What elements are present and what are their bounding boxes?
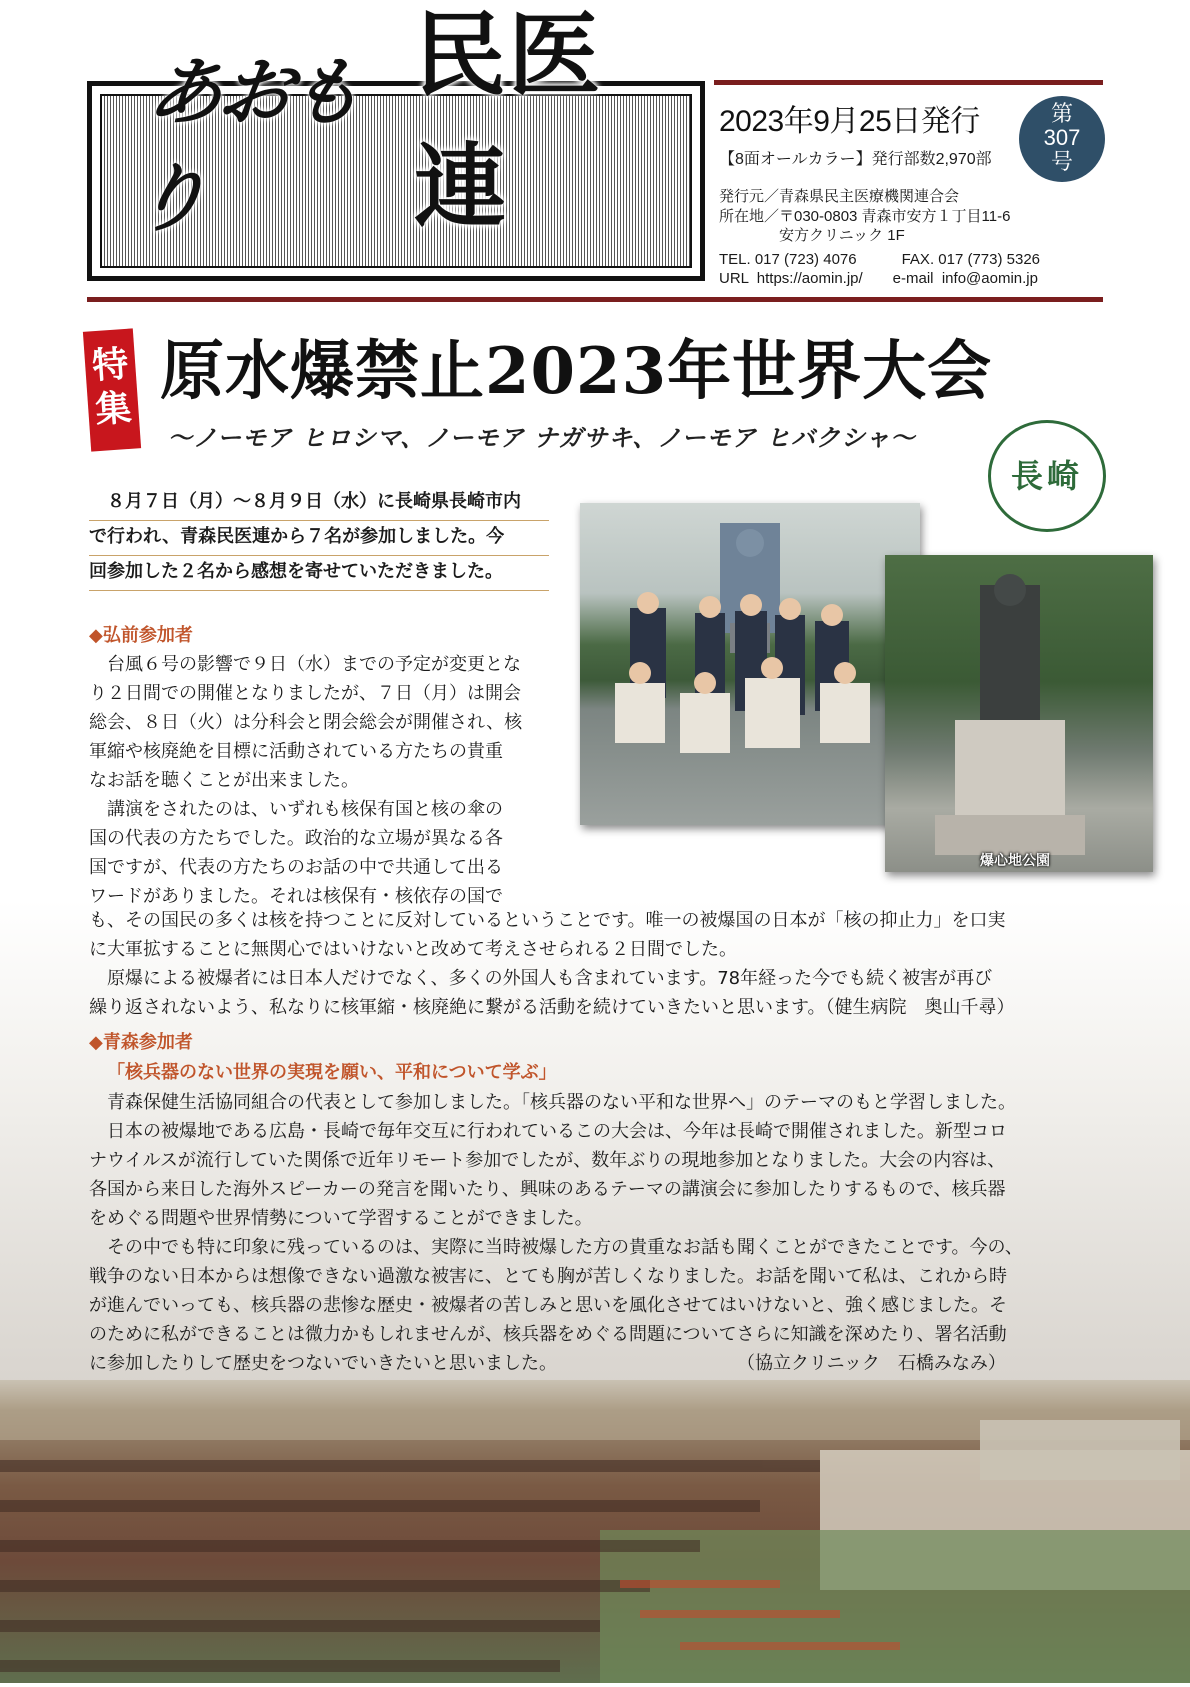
lead-line: で行われ、青森民医連から７名が参加しました。今 [89, 521, 549, 556]
paragraph-line: 原爆による被爆者には日本人だけでなく、多くの外国人も含まれています。78年経った今でも続く被害が再び [89, 968, 993, 989]
print-info: 【8面オールカラー】発行部数2,970部 [719, 151, 992, 168]
lead-paragraph [89, 486, 549, 591]
paragraph-line: も、その国民の多くは核を持つことに反対しているということです。唯一の被爆国の日本が「核の抑止力」を口実 [89, 910, 1006, 931]
group-photo [580, 503, 920, 825]
phone-fax-line: TEL. 017 (723) 4076 FAX. 017 (773) 5326 [719, 251, 1041, 268]
issue-number: 307 [1043, 125, 1081, 150]
paragraph-line: 繰り返されないよう、私なりに核軍縮・核廃絶に繋がる活動を続けていきたいと思います。（健生病院 奥山千尋） [89, 997, 1015, 1018]
paragraph-line: 国の代表の方たちでした。政治的な立場が異なる各 [89, 828, 503, 849]
issue-prefix: 第 [1050, 101, 1073, 126]
section-heading: ◆弘前参加者 [89, 625, 193, 646]
publisher-line: 発行元／青森県民主医療機関連合会 [719, 188, 960, 205]
paragraph-line: なお話を聴くことが出来ました。 [89, 770, 359, 791]
paragraph-line: に参加したりして歴史をつないでいきたいと思いました。 （協立クリニック 石橋みなみ） [89, 1353, 1006, 1374]
statue-photo-illustration [885, 555, 1153, 872]
paragraph-line: ワードがありました。それは核保有・核依存の国で [89, 886, 503, 907]
paragraph-line: ナウイルスが流行していた関係で近年リモート参加でしたが、数年ぶりの現地参加となりました。大会の内容は、 [89, 1150, 1006, 1171]
paragraph-line: り２日間での開催となりましたが、７日（月）は開会 [89, 683, 521, 704]
statue-photo-caption: 爆心地公園 [980, 853, 1050, 869]
paragraph-line: その中でも特に印象に残っているのは、実際に当時被爆した方の貴重なお話も聞くことができたことです。今の、 [89, 1237, 1023, 1258]
paragraph-line: のために私ができることは微力かもしれませんが、核兵器をめぐる問題についてさらに知識を深めたり、署名活動 [89, 1324, 1007, 1345]
paragraph-line: をめぐる問題や世界情勢について学習することができました。 [89, 1208, 593, 1229]
paragraph-line: 日本の被爆地である広島・長崎で毎年交互に行われているこの大会は、今年は長崎で開催されました。新型コロ [89, 1121, 1007, 1142]
paragraph-line: 各国から来日した海外スピーカーの発言を聞いたり、興味のあるテーマの講演会に参加したりするもので、核兵器 [89, 1179, 1006, 1200]
section-subtitle: 「核兵器のない世界の実現を願い、平和について学ぶ」 [107, 1062, 557, 1083]
issue-suffix: 号 [1050, 149, 1073, 174]
feature-headline: 原水爆禁止2023年世界大会 [160, 334, 993, 409]
lead-line: 回参加した２名から感想を寄せていただきました。 [89, 556, 549, 591]
conference-hall-illustration [0, 1380, 1190, 1683]
paragraph-line: に大軍拡することに無関心ではいけないと改めて考えさせられる２日間でした。 [89, 939, 737, 960]
lead-line: ８月７日（月）〜８月９日（水）に長崎県長崎市内 [89, 486, 549, 521]
masthead-logo-box [87, 1, 705, 281]
conference-hall-photo [0, 1380, 1190, 1683]
place-badge: 長崎 [988, 420, 1106, 532]
paragraph-line: 国ですが、代表の方たちのお話の中で共通して出る [89, 857, 503, 878]
address-line-2: 安方クリニック 1F [719, 227, 905, 244]
header-rule-bottom [87, 297, 1103, 302]
masthead-pattern [100, 1, 692, 268]
statue-photo [885, 555, 1153, 872]
section-aomori [89, 1032, 1023, 1378]
issue-date: 2023年9月25日発行 [719, 105, 980, 138]
group-photo-illustration [580, 503, 920, 825]
section-heading: ◆青森参加者 [89, 1032, 193, 1053]
paragraph-line: 青森保健生活協同組合の代表として参加しました。「核兵器のない平和な世界へ」のテーマのもと学習しました。 [89, 1092, 1016, 1113]
paragraph-line: 台風６号の影響で９日（水）までの予定が変更とな [89, 654, 521, 675]
address-line: 所在地／〒030-0803 青森市安方１丁目11-6 [719, 208, 1011, 225]
section-hirosaki [89, 625, 523, 911]
url-email-line: URL https://aomin.jp/ e-mail info@aomin.jp [719, 270, 1038, 287]
paragraph-line: 軍縮や核廃絶を目標に活動されている方たちの貴重 [89, 741, 503, 762]
logo-script: あおもり [127, 50, 365, 242]
header-rule-top [714, 80, 1103, 85]
section-hirosaki-continued [89, 906, 1015, 1022]
paragraph-line: が進んでいっても、核兵器の悲惨な歴史・被爆者の苦しみと思いを風化させてはいけないと、強く感じました。そ [89, 1295, 1007, 1316]
paragraph-line: 講演をされたのは、いずれも核保有国と核の傘の [89, 799, 503, 820]
feature-subheadline: 〜ノーモア ヒロシマ、ノーモア ナガサキ、ノーモア ヒバクシャ〜 [168, 423, 916, 452]
logo-kanji: 民医連 [414, 1, 603, 241]
issue-number-badge [1019, 96, 1105, 182]
paragraph-line: 総会、８日（火）は分科会と閉会総会が開催され、核 [89, 712, 523, 733]
feature-tag: 特集 [83, 328, 141, 451]
paragraph-line: 戦争のない日本からは想像できない過激な被害に、とても胸が苦しくなりました。お話を聞いて私は、これから時 [89, 1266, 1007, 1287]
masthead-logo [127, 1, 670, 246]
